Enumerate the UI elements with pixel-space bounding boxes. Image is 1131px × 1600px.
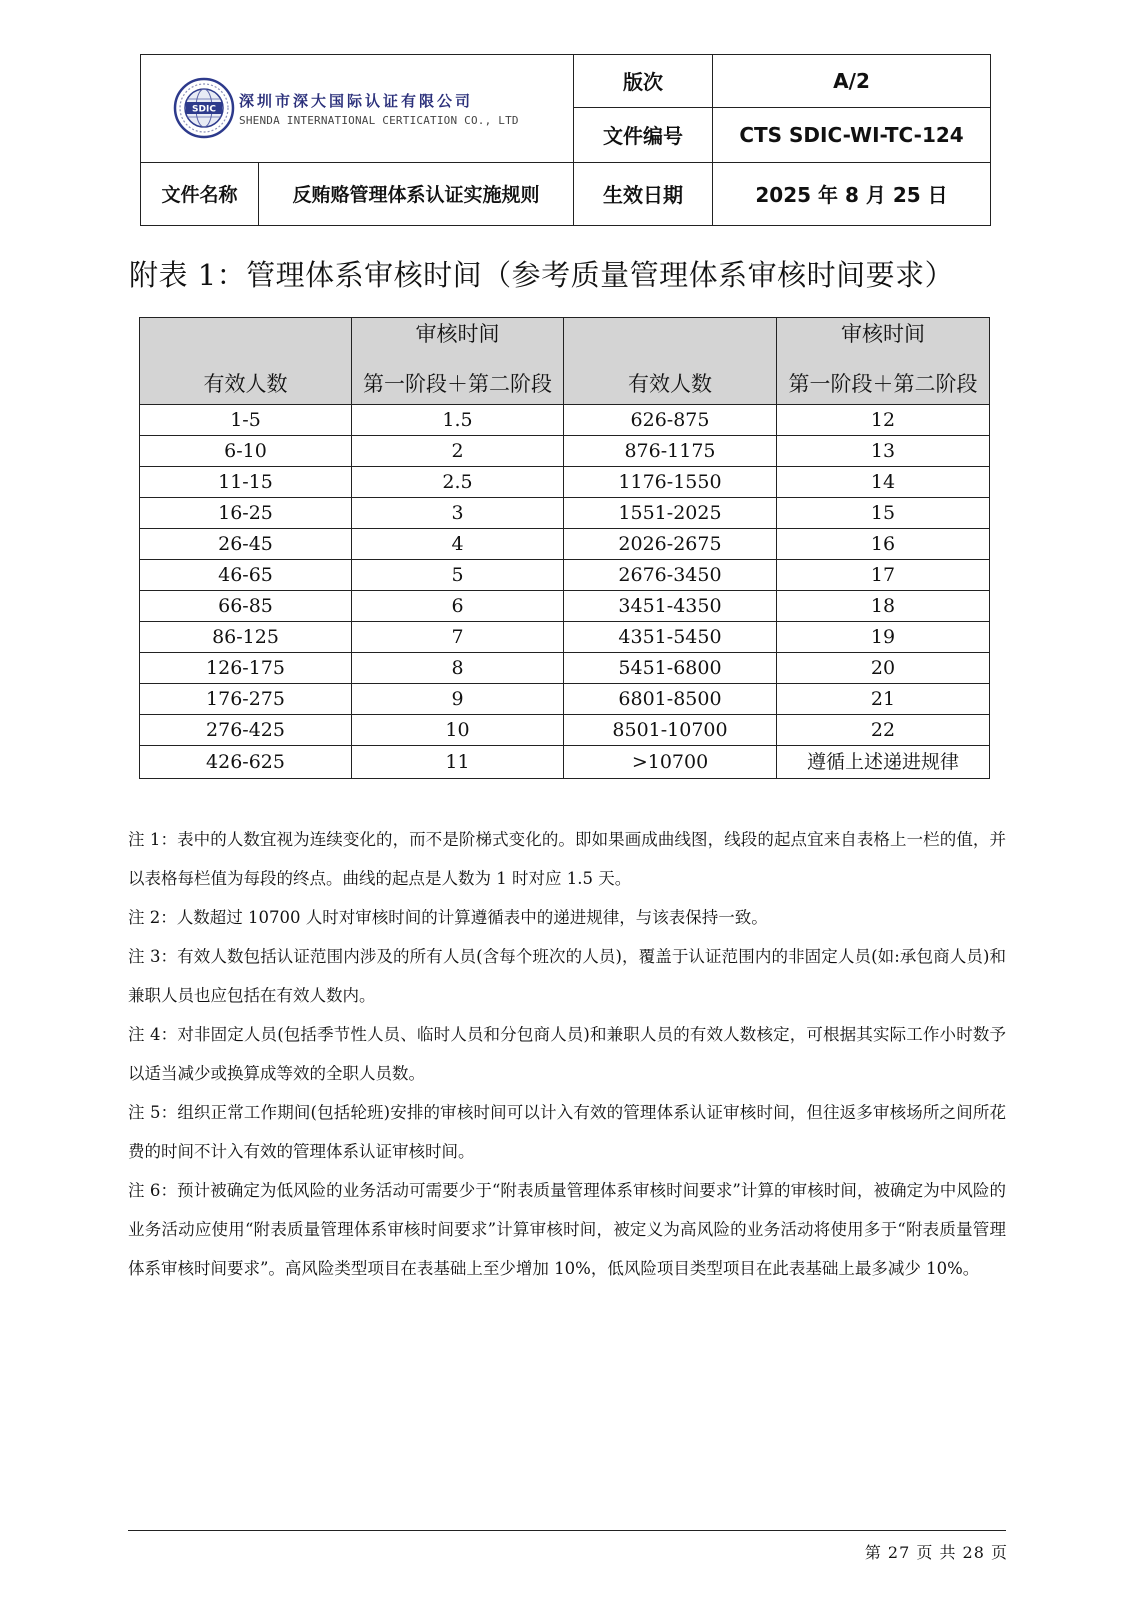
table-row: [140, 436, 990, 467]
table-cell: 126-175: [140, 653, 352, 684]
header-audit-time-2-top: 审核时间: [841, 322, 925, 346]
table-cell: 11: [352, 746, 564, 779]
document-header: [140, 54, 991, 226]
table-cell: 626-875: [564, 405, 777, 436]
table-cell: 6: [352, 591, 564, 622]
table-cell: 26-45: [140, 529, 352, 560]
table-cell: 14: [777, 467, 990, 498]
table-cell: 10: [352, 715, 564, 746]
version-label: 版次: [574, 55, 713, 108]
table-row: [140, 405, 990, 436]
table-cell: 21: [777, 684, 990, 715]
table-cell: 5: [352, 560, 564, 591]
table-cell: 6801-8500: [564, 684, 777, 715]
svg-text:SDIC: SDIC: [192, 104, 216, 115]
table-cell: 22: [777, 715, 990, 746]
table-row: [140, 653, 990, 684]
table-cell: 176-275: [140, 684, 352, 715]
audit-table-body: [140, 405, 990, 779]
table-cell: 3451-4350: [564, 591, 777, 622]
audit-time-table: [139, 317, 990, 779]
page-number: 第 27 页 共 28 页: [864, 1543, 1008, 1562]
company-logo-icon: [173, 77, 235, 139]
table-cell: 4: [352, 529, 564, 560]
table-cell: 5451-6800: [564, 653, 777, 684]
table-cell: 1551-2025: [564, 498, 777, 529]
table-cell: 4351-5450: [564, 622, 777, 653]
footer-divider: [128, 1530, 1006, 1531]
company-name-en: SHENDA INTERNATIONAL CERTICATION CO., LTD: [239, 113, 519, 127]
table-cell: 276-425: [140, 715, 352, 746]
header-effective-staff-2: 有效人数: [564, 318, 777, 405]
table-cell: 13: [777, 436, 990, 467]
table-cell: 17: [777, 560, 990, 591]
table-cell: 18: [777, 591, 990, 622]
table-cell: 9: [352, 684, 564, 715]
table-row: [140, 746, 990, 779]
table-cell: 86-125: [140, 622, 352, 653]
table-cell: 16-25: [140, 498, 352, 529]
effective-date-label: 生效日期: [574, 162, 713, 225]
header-audit-time-1-top: 审核时间: [415, 322, 500, 346]
table-row: [140, 467, 990, 498]
table-row: [140, 560, 990, 591]
table-row: [140, 591, 990, 622]
table-cell: 8501-10700: [564, 715, 777, 746]
table-cell: 2.5: [352, 467, 564, 498]
note-item: 注 5：组织正常工作期间(包括轮班)安排的审核时间可以计入有效的管理体系认证审核时间，但往返多审核场所之间所花费的时间不计入有效的管理体系认证审核时间。: [128, 1103, 1006, 1161]
table-cell: 1-5: [140, 405, 352, 436]
table-cell: 426-625: [140, 746, 352, 779]
table-row: [140, 529, 990, 560]
header-effective-staff-1: 有效人数: [140, 318, 352, 405]
doc-number-label: 文件编号: [574, 107, 713, 162]
table-row: [140, 622, 990, 653]
table-cell: 7: [352, 622, 564, 653]
table-cell: 6-10: [140, 436, 352, 467]
header-audit-time-1-bottom: 第一阶段＋第二阶段: [363, 372, 552, 396]
table-row: [140, 498, 990, 529]
table-cell: 16: [777, 529, 990, 560]
doc-name-label: 文件名称: [141, 162, 259, 225]
table-row: [140, 715, 990, 746]
table-cell: 46-65: [140, 560, 352, 591]
effective-date-value: 2025 年 8 月 25 日: [713, 162, 991, 225]
company-logo-cell: [141, 55, 574, 163]
table-cell: 2676-3450: [564, 560, 777, 591]
table-cell: 15: [777, 498, 990, 529]
table-cell: 遵循上述递进规律: [777, 746, 990, 779]
header-audit-time-2: [777, 318, 990, 405]
note-item: 注 2：人数超过 10700 人时对审核时间的计算遵循表中的递进规律，与该表保持一致。: [128, 908, 768, 927]
table-cell: 66-85: [140, 591, 352, 622]
doc-number-value: CTS SDIC-WI-TC-124: [713, 107, 991, 162]
note-item: 注 6：预计被确定为低风险的业务活动可需要少于“附表质量管理体系审核时间要求”计算的审核时间，被确定为中风险的业务活动应使用“附表质量管理体系审核时间要求”计算审核时间，被定义为高风险的业务活动将使用多于“附表质量管理体系审核时间要求”。高风险类型项目在表基础上至少增加 10%，低风险项目类型项目在此表基础上最多减少 10%。: [128, 1181, 1006, 1278]
table-cell: >10700: [564, 746, 777, 779]
table-cell: 8: [352, 653, 564, 684]
table-cell: 19: [777, 622, 990, 653]
header-audit-time-1: [352, 318, 564, 405]
notes-section: [128, 820, 1006, 1288]
table-cell: 12: [777, 405, 990, 436]
table-cell: 876-1175: [564, 436, 777, 467]
note-item: 注 4：对非固定人员(包括季节性人员、临时人员和分包商人员)和兼职人员的有效人数核定，可根据其实际工作小时数予以适当减少或换算成等效的全职人员数。: [128, 1025, 1006, 1083]
header-audit-time-2-bottom: 第一阶段＋第二阶段: [788, 372, 978, 396]
note-item: 注 1：表中的人数宜视为连续变化的，而不是阶梯式变化的。即如果画成曲线图，线段的起点宜来自表格上一栏的值，并以表格每栏值为每段的终点。曲线的起点是人数为 1 时对应 1.5 天。: [128, 830, 1006, 888]
table-row: [140, 684, 990, 715]
table-cell: 2026-2675: [564, 529, 777, 560]
table-cell: 3: [352, 498, 564, 529]
note-item: 注 3：有效人数包括认证范围内涉及的所有人员(含每个班次的人员)，覆盖于认证范围内的非固定人员(如:承包商人员)和兼职人员也应包括在有效人数内。: [128, 947, 1006, 1005]
doc-name-value: 反贿赂管理体系认证实施规则: [259, 162, 574, 225]
table-cell: 1.5: [352, 405, 564, 436]
version-value: A/2: [713, 55, 991, 108]
page-title: 附表 1：管理体系审核时间（参考质量管理体系审核时间要求）: [129, 258, 955, 292]
table-cell: 2: [352, 436, 564, 467]
company-name-cn: 深圳市深大国际认证有限公司: [239, 91, 474, 110]
table-cell: 1176-1550: [564, 467, 777, 498]
table-cell: 11-15: [140, 467, 352, 498]
table-cell: 20: [777, 653, 990, 684]
